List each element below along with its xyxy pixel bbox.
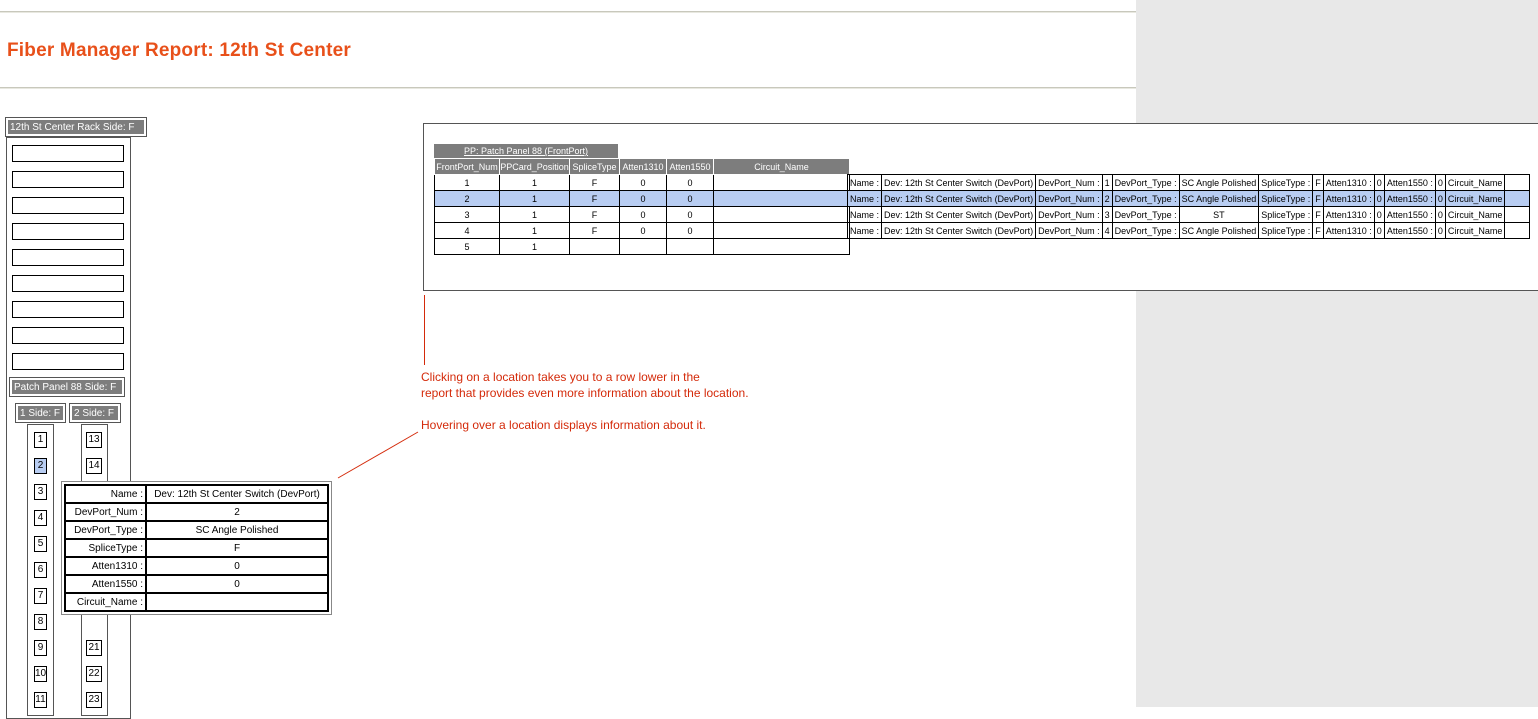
table-cell: 0 bbox=[620, 223, 667, 239]
table-cell: F bbox=[570, 223, 620, 239]
tooltip-key: SpliceType : bbox=[65, 539, 146, 557]
detail-cell: Name : bbox=[848, 191, 882, 207]
detail-cell: DevPort_Num : bbox=[1036, 207, 1103, 223]
detail-cell: Dev: 12th St Center Switch (DevPort) bbox=[882, 191, 1036, 207]
table-cell: F bbox=[570, 191, 620, 207]
detail-cell: Dev: 12th St Center Switch (DevPort) bbox=[882, 223, 1036, 239]
port-side2-13[interactable]: 13 bbox=[86, 432, 102, 448]
rack-label[interactable]: 12th St Center Rack Side: F bbox=[6, 118, 146, 136]
detail-cell: SC Angle Polished bbox=[1179, 223, 1259, 239]
table-cell: 3 bbox=[435, 207, 500, 223]
table-cell: 0 bbox=[667, 175, 714, 191]
port-side2-14[interactable]: 14 bbox=[86, 458, 102, 474]
tooltip-key: DevPort_Type : bbox=[65, 521, 146, 539]
table-cell: F bbox=[570, 175, 620, 191]
click-annotation-line1: Clicking on a location takes you to a row lower in the bbox=[421, 370, 700, 384]
tooltip-value: F bbox=[146, 539, 328, 557]
tooltip-key: DevPort_Num : bbox=[65, 503, 146, 521]
detail-cell: Circuit_Name bbox=[1445, 223, 1505, 239]
detail-cell: 0 bbox=[1374, 207, 1384, 223]
hover-annotation: Hovering over a location displays information about it. bbox=[421, 418, 706, 432]
detail-cell: ST bbox=[1179, 207, 1259, 223]
detail-cell: Atten1310 : bbox=[1323, 191, 1374, 207]
port-side1-8[interactable]: 8 bbox=[34, 614, 47, 630]
patch-panel-header-text[interactable]: PP: Patch Panel 88 (FrontPort) bbox=[463, 146, 589, 156]
table-cell: 1 bbox=[500, 175, 570, 191]
detail-cell: F bbox=[1313, 191, 1324, 207]
port-side1-9[interactable]: 9 bbox=[34, 640, 47, 656]
detail-cell: 0 bbox=[1435, 223, 1445, 239]
detail-cell: Atten1550 : bbox=[1384, 207, 1435, 223]
column-header-frontport-num[interactable]: FrontPort_Num bbox=[435, 159, 500, 175]
detail-cell: F bbox=[1313, 223, 1324, 239]
detail-cell: SC Angle Polished bbox=[1179, 191, 1259, 207]
table-cell: 1 bbox=[435, 175, 500, 191]
table-cell: 4 bbox=[435, 223, 500, 239]
port-side1-6[interactable]: 6 bbox=[34, 562, 47, 578]
port-side1-1[interactable]: 1 bbox=[34, 432, 47, 448]
detail-cell: SpliceType : bbox=[1259, 223, 1313, 239]
detail-cell: Dev: 12th St Center Switch (DevPort) bbox=[882, 175, 1036, 191]
tooltip-value: 2 bbox=[146, 503, 328, 521]
column-header-circuit-name[interactable]: Circuit_Name bbox=[714, 159, 850, 175]
detail-cell: 0 bbox=[1435, 207, 1445, 223]
tooltip-key: Name : bbox=[65, 485, 146, 503]
detail-cell: F bbox=[1313, 207, 1324, 223]
detail-cell: Name : bbox=[848, 207, 882, 223]
detail-cell: DevPort_Type : bbox=[1112, 191, 1179, 207]
detail-cell: DevPort_Type : bbox=[1112, 223, 1179, 239]
port-side2-22[interactable]: 22 bbox=[86, 666, 102, 682]
port-side1-2[interactable]: 2 bbox=[34, 458, 47, 474]
table-cell: 0 bbox=[620, 207, 667, 223]
port-side1-4[interactable]: 4 bbox=[34, 510, 47, 526]
port-side2-21[interactable]: 21 bbox=[86, 640, 102, 656]
detail-cell: Atten1310 : bbox=[1323, 207, 1374, 223]
detail-cell: Dev: 12th St Center Switch (DevPort) bbox=[882, 207, 1036, 223]
table-cell: 0 bbox=[667, 223, 714, 239]
detail-cell: Atten1310 : bbox=[1323, 175, 1374, 191]
port-side1-10[interactable]: 10 bbox=[34, 666, 47, 682]
table-cell: 0 bbox=[620, 191, 667, 207]
detail-cell: Name : bbox=[848, 223, 882, 239]
detail-cell: DevPort_Type : bbox=[1112, 207, 1179, 223]
detail-cell: Atten1310 : bbox=[1323, 223, 1374, 239]
detail-cell: 0 bbox=[1435, 191, 1445, 207]
tooltip-value: 0 bbox=[146, 557, 328, 575]
detail-cell: F bbox=[1313, 175, 1324, 191]
detail-cell: SC Angle Polished bbox=[1179, 175, 1259, 191]
detail-cell: 4 bbox=[1102, 223, 1112, 239]
tooltip-key: Atten1310 : bbox=[65, 557, 146, 575]
detail-cell: 0 bbox=[1435, 175, 1445, 191]
page-title: Fiber Manager Report: 12th St Center bbox=[7, 40, 351, 61]
detail-cell: 0 bbox=[1374, 191, 1384, 207]
detail-cell: 0 bbox=[1374, 223, 1384, 239]
patch-panel-label[interactable]: Patch Panel 88 Side: F bbox=[10, 378, 124, 396]
detail-cell: Atten1550 : bbox=[1384, 223, 1435, 239]
column-header-atten1310[interactable]: Atten1310 bbox=[620, 159, 667, 175]
detail-cell: 0 bbox=[1374, 175, 1384, 191]
tooltip-value: Dev: 12th St Center Switch (DevPort) bbox=[146, 485, 328, 503]
detail-cell: 1 bbox=[1102, 175, 1112, 191]
detail-cell: Atten1550 : bbox=[1384, 175, 1435, 191]
detail-cell: DevPort_Type : bbox=[1112, 175, 1179, 191]
column-header-ppcard-position[interactable]: PPCard_Position bbox=[500, 159, 570, 175]
detail-cell: DevPort_Num : bbox=[1036, 191, 1103, 207]
detail-cell: 3 bbox=[1102, 207, 1112, 223]
detail-cell: SpliceType : bbox=[1259, 207, 1313, 223]
detail-cell: SpliceType : bbox=[1259, 191, 1313, 207]
tooltip-key: Atten1550 : bbox=[65, 575, 146, 593]
table-cell: F bbox=[570, 207, 620, 223]
detail-cell: 2 bbox=[1102, 191, 1112, 207]
table-cell: 1 bbox=[500, 223, 570, 239]
detail-cell: DevPort_Num : bbox=[1036, 223, 1103, 239]
tooltip-value: SC Angle Polished bbox=[146, 521, 328, 539]
tooltip-key: Circuit_Name : bbox=[65, 593, 146, 611]
column-header-splicetype[interactable]: SpliceType bbox=[570, 159, 620, 175]
port-side1-3[interactable]: 3 bbox=[34, 484, 47, 500]
detail-cell: DevPort_Num : bbox=[1036, 175, 1103, 191]
port-side1-11[interactable]: 11 bbox=[34, 692, 47, 708]
port-side1-7[interactable]: 7 bbox=[34, 588, 47, 604]
tooltip-value: 0 bbox=[146, 575, 328, 593]
detail-cell: Circuit_Name bbox=[1445, 207, 1505, 223]
table-cell: 0 bbox=[667, 191, 714, 207]
table-cell: 2 bbox=[435, 191, 500, 207]
table-cell: 5 bbox=[435, 239, 500, 255]
table-cell: 0 bbox=[620, 175, 667, 191]
table-cell: 1 bbox=[500, 207, 570, 223]
table-cell: 1 bbox=[500, 239, 570, 255]
detail-cell: Circuit_Name bbox=[1445, 191, 1505, 207]
detail-cell: SpliceType : bbox=[1259, 175, 1313, 191]
detail-cell: Name : bbox=[848, 175, 882, 191]
table-cell: 0 bbox=[667, 207, 714, 223]
table-cell: 1 bbox=[500, 191, 570, 207]
port-side2-23[interactable]: 23 bbox=[86, 692, 102, 708]
hover-annotation-line bbox=[338, 432, 418, 478]
detail-cell: Circuit_Name bbox=[1445, 175, 1505, 191]
detail-cell: Atten1550 : bbox=[1384, 191, 1435, 207]
side1-label[interactable]: 1 Side: F bbox=[16, 404, 65, 422]
side2-label[interactable]: 2 Side: F bbox=[70, 404, 120, 422]
click-annotation-line2: report that provides even more information about the location. bbox=[421, 386, 749, 400]
column-header-atten1550[interactable]: Atten1550 bbox=[667, 159, 714, 175]
port-side1-5[interactable]: 5 bbox=[34, 536, 47, 552]
